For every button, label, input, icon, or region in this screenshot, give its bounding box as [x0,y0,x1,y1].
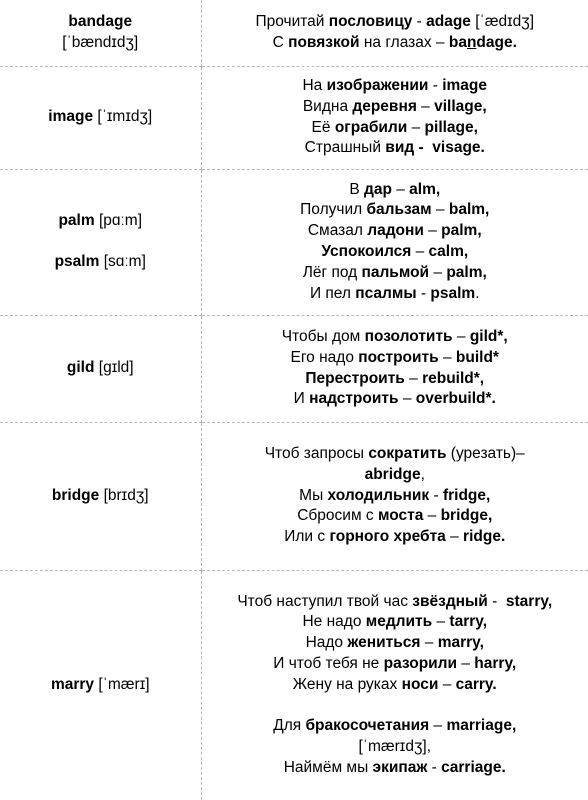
plain-text: – [391,180,410,198]
table-row [0,315,588,422]
plain-text: Наймём мы [283,759,373,777]
bold-text: медлить [365,613,433,631]
rhyme-line [204,284,587,305]
bold-text: image [48,108,94,126]
plain-text: Чтоб запросы [264,445,369,462]
plain-text: [ˈædɪdʒ] [470,12,535,30]
rhyme-line [204,327,587,348]
rhyme-line [204,242,587,263]
rhyme-line [204,758,587,779]
bold-text: бальзам [366,201,432,219]
bold-text: моста [377,507,424,525]
plain-text: Надо [305,634,348,652]
plain-text: - [427,759,442,777]
rhyme-cell [201,66,588,169]
word-cell [0,0,201,66]
bold-text: вид - visage. [385,139,485,157]
plain-text: На [302,76,327,94]
plain-text: – [431,201,449,219]
bold-text: ограбили [334,118,408,136]
word-line [2,675,199,696]
rhyme-line [204,263,587,284]
bold-text: ba [448,33,467,51]
word-line [2,12,199,33]
bold-text: adage [426,12,471,30]
bold-text: harry, [474,655,517,673]
bold-text: холодильник [327,486,430,504]
plain-text: – [438,675,456,693]
word-line [2,358,199,379]
plain-text: – [420,634,438,652]
bold-text: image [442,76,488,94]
plain-text: Лёг под [302,263,362,281]
plain-text: – [432,613,450,631]
plain-text: на глазах – [359,33,449,51]
bold-text: псалмы [355,284,417,302]
plain-text: – [398,390,416,408]
rhyme-line [204,675,587,696]
plain-text: [ˈmærɪ] [94,675,150,693]
bold-text: dage. [476,33,517,51]
bold-text: деревня [352,97,417,115]
plain-text: – [411,243,429,260]
rhyme-line [204,716,587,737]
plain-text: – [407,118,425,136]
rhyme-line [204,348,587,369]
rhyme-line [204,33,587,54]
plain-text: - [487,592,506,610]
rhyme-line [204,118,587,139]
rhyme-line [204,444,587,465]
bold-text: alm, [409,180,441,198]
plain-text: В [349,180,364,198]
plain-text: С [272,33,289,51]
word-cell [0,169,201,315]
plain-text: – [404,369,423,387]
rhyme-line [204,138,587,159]
bold-text: palm, [446,263,487,281]
blank-line [2,232,199,253]
bold-text: psalm [430,284,476,302]
plain-text: Прочитай [255,12,329,30]
plain-text: – [429,717,447,735]
bold-text: starry, [505,592,553,610]
bold-text: calm, [428,243,469,260]
plain-text: (урезать)– [446,445,525,462]
word-cell [0,422,201,570]
plain-text: И пел [309,284,356,302]
rhyme-line [204,389,587,410]
rhyme-line [204,465,587,486]
plain-text: Для [273,717,306,735]
bold-text: rebuild*, [422,369,485,387]
plain-text: Чтобы дом [281,327,365,345]
bold-text: overbuild*. [415,390,496,408]
bold-text: tarry, [449,613,488,631]
bold-text: горного хребта [329,528,446,546]
bold-text: ладони [367,222,424,240]
bold-text: village, [434,97,487,115]
plain-text: Страшный [304,139,386,157]
rhyme-line [204,506,587,527]
rhyme-line [204,592,587,613]
bold-text: gild*, [469,327,508,345]
plain-text: Мы [299,486,328,504]
bold-text: изображении [326,76,429,94]
bold-text: надстроить [309,390,399,408]
plain-text: - [416,284,431,302]
plain-text: - [412,12,427,30]
bold-text: carriage. [441,759,506,777]
bold-text: abridge [364,465,421,483]
bold-text: Успокоился [321,243,412,260]
table-row [0,422,588,570]
rhyme-line [204,12,587,33]
plain-text: – [438,348,456,366]
rhyme-cell [201,169,588,315]
bold-text: fridge, [442,486,491,504]
bold-text: носи [401,675,439,693]
plain-text: Чтоб наступил твой час [237,592,413,610]
bold-text: pillage, [424,118,478,136]
rhyme-line [204,527,587,548]
plain-text: И [293,390,310,408]
bold-text: balm, [448,201,490,219]
bold-text: psalm [54,253,100,271]
rhyme-cell [201,570,588,800]
bold-text: повязкой [288,33,360,51]
bold-text: bandage [68,12,133,30]
plain-text: Или с [284,528,330,546]
bold-text: звёздный [412,592,488,610]
plain-text: , [420,465,425,483]
plain-text: - [429,486,443,504]
plain-text: – [416,97,435,115]
rhyme-line [204,486,587,507]
bold-text [467,34,476,51]
plain-text: [brɪdʒ] [99,486,149,504]
plain-text: [ˈɪmɪdʒ] [93,108,153,126]
rhyme-line [204,737,587,758]
bold-text: сократить [368,445,447,462]
bold-text: palm, [441,222,482,240]
word-line [2,486,199,507]
bold-text: Перестроить [305,369,405,387]
plain-text: [ˈmærɪdʒ], [358,738,432,756]
plain-text: - [428,76,443,94]
rhyme-line [204,180,587,201]
word-line [2,252,199,273]
plain-text: – [429,263,447,281]
bold-text: marriage, [446,717,517,735]
rhyme-line [204,612,587,633]
bold-text: marry [50,675,95,693]
plain-text: – [423,507,441,525]
plain-text: Его надо [290,348,359,366]
rhyme-cell [201,315,588,422]
plain-text: Жену на руках [292,675,402,693]
bold-text: разорили [383,655,458,673]
plain-text: Получил [300,201,367,219]
underlined-text: n [466,33,477,51]
bold-text: пальмой [361,263,430,281]
plain-text: Сбросим с [297,507,378,525]
bold-text: palm [58,211,95,229]
plain-text: – [445,528,464,546]
word-line [2,211,199,232]
bold-text: пословицу [328,12,413,30]
bold-text: gild [66,359,95,377]
bold-text: bridge, [440,507,493,525]
bold-text: позолотить [364,327,453,345]
plain-text: [gɪld] [94,359,134,377]
rhyme-line [204,200,587,221]
word-line [2,107,199,128]
rhyme-line [204,633,587,654]
rhyme-line [204,221,587,242]
plain-text: Видна [302,97,353,115]
plain-text: – [452,327,470,345]
plain-text: – [423,222,442,240]
word-line [2,33,199,54]
table-row [0,0,588,66]
word-cell [0,315,201,422]
rhyme-cell [201,0,588,66]
plain-text: Не надо [302,613,366,631]
plain-text: [pɑːm] [94,211,143,229]
plain-text: – [457,655,475,673]
bold-text: жениться [347,634,421,652]
table-row [0,66,588,169]
rhyme-cell [201,422,588,570]
plain-text: Смазал [307,222,368,240]
bold-text: bridge [51,486,100,504]
word-cell [0,66,201,169]
table-row [0,169,588,315]
bold-text: build* [455,348,499,366]
plain-text: [ˈbændɪdʒ] [62,33,139,51]
bold-text: marry, [437,634,484,652]
plain-text: . [475,284,480,302]
bold-text: дар [363,180,392,198]
bold-text: ridge. [463,528,506,546]
rhyme-line [204,369,587,390]
bold-text: экипаж [372,759,428,777]
bold-text: бракосочетания [305,717,430,735]
word-cell [0,570,201,800]
bold-text: построить [358,348,439,366]
blank-line [204,696,587,717]
table-row [0,570,588,800]
plain-text: [sɑːm] [99,253,146,271]
plain-text: И чтоб тебя не [273,655,384,673]
rhyme-line [204,654,587,675]
bold-text: carry. [455,675,497,693]
plain-text: Её [311,118,335,136]
rhyme-line [204,97,587,118]
rhyme-line [204,76,587,97]
